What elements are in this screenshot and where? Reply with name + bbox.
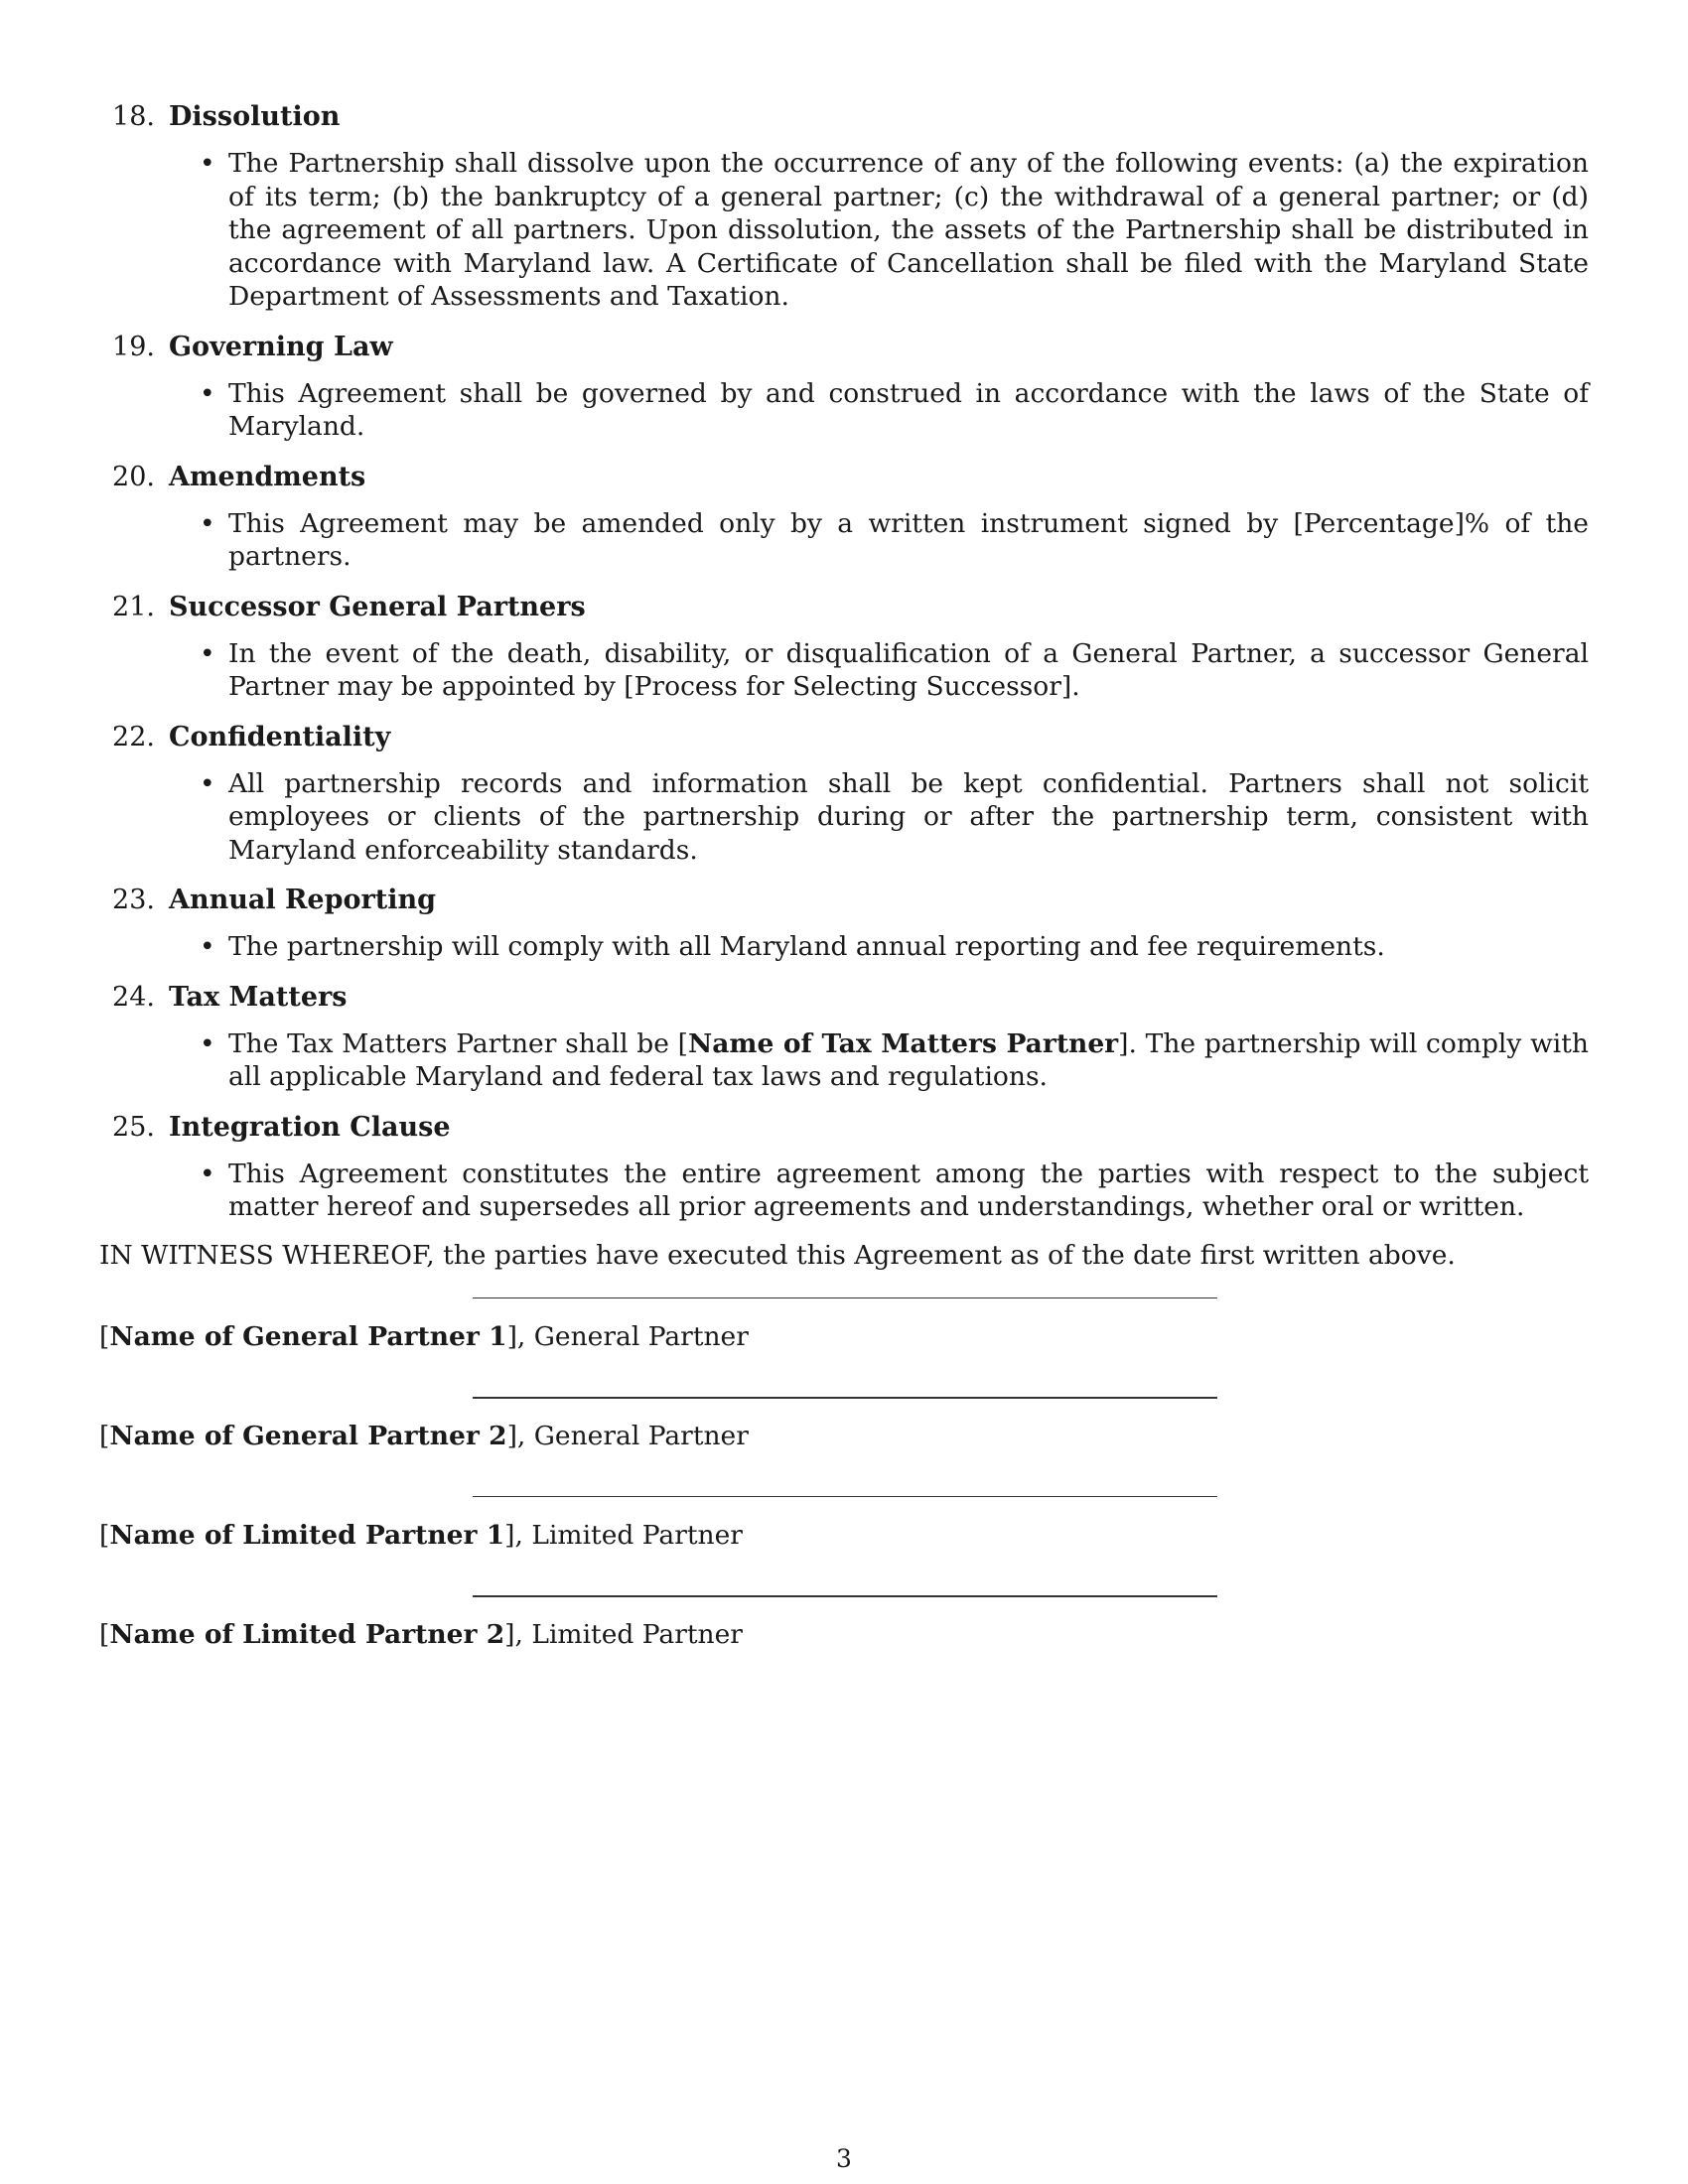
bracket-open: [ [99,1320,110,1352]
signatory-label [99,1617,743,1653]
bullet-list [99,1027,1589,1094]
bracket-close: ] [504,1519,515,1551]
signature-line [473,1297,1217,1298]
bullet-list [99,767,1589,868]
bullet-text: In the event of the death, disability, or disqualification of a General Partner, a successor General Partner may be appointed by [Process for Selecting Successor]. [228,637,1589,702]
section-heading [99,588,1589,627]
bracket-open: [ [99,1618,110,1650]
bullet-dot: • [200,1027,215,1059]
signatory-label [99,1518,743,1554]
signatory-name: Name of Limited Partner 1 [109,1519,505,1551]
bullet-list [99,1158,1589,1224]
section-number: 24. [112,981,155,1013]
signature-section [99,1297,1589,1695]
section-integration-clause [99,1108,1589,1224]
signature-block [99,1397,1589,1496]
signatory-name: Name of General Partner 1 [109,1320,507,1352]
section-heading [99,97,1589,137]
section-successor-general-partners [99,588,1589,704]
bullet-text-before: The Tax Matters Partner shall be [ [228,1027,689,1059]
bullet-text: The partnership will comply with all Maryland annual reporting and fee requirements. [228,931,1385,962]
bullet-dot: • [200,377,215,409]
bullet-list [99,147,1589,314]
section-heading [99,458,1589,497]
signatory-label [99,1319,749,1355]
section-number: 20. [112,461,155,492]
signature-line [473,1595,1217,1597]
bullet-item [200,507,1589,574]
section-dissolution [99,97,1589,314]
bullet-dot: • [200,931,215,962]
bullet-dot: • [200,507,215,539]
bullet-dot: • [200,637,215,669]
section-tax-matters [99,978,1589,1094]
section-title: Successor General Partners [169,591,586,622]
section-number: 25. [112,1111,155,1143]
section-number: 19. [112,331,155,362]
page-number: 3 [836,2144,852,2173]
signature-block [99,1595,1589,1695]
signatory-role: , Limited Partner [514,1618,743,1650]
bullet-text: All partnership records and information shall be kept confidential. Partners shall not solicit employees or clients of the partnership during or after the partnership term, consistent with Maryland enforceability standards. [228,767,1589,866]
bracket-close: ] [504,1618,515,1650]
bullet-item [200,377,1589,444]
signatory-name: Name of General Partner 2 [109,1420,507,1451]
section-heading [99,718,1589,757]
bracket-close: ] [506,1320,517,1352]
bullet-item [200,930,1589,964]
section-heading [99,978,1589,1018]
bullet-item [200,147,1589,314]
section-list [99,97,1589,1224]
document-page [99,97,1589,1695]
signatory-name: Name of Limited Partner 2 [109,1618,505,1650]
bullet-item [200,637,1589,704]
section-governing-law [99,328,1589,444]
signatory-role: , General Partner [516,1320,749,1352]
signature-block [99,1297,1589,1397]
section-heading [99,1108,1589,1148]
signatory-role: , General Partner [516,1420,749,1451]
section-amendments [99,458,1589,574]
signatory-label [99,1419,749,1454]
witness-statement: IN WITNESS WHEREOF, the parties have executed this Agreement as of the date first written above. [99,1239,1456,1271]
signature-line [473,1397,1217,1399]
section-number: 22. [112,721,155,752]
bullet-text-after: ]. The partnership will comply with all applicable Maryland and federal tax laws and regulations. [228,1027,1589,1092]
section-title: Dissolution [169,101,341,132]
section-title: Tax Matters [169,981,348,1013]
section-number: 18. [112,101,155,132]
bullet-text: The Partnership shall dissolve upon the occurrence of any of the following events: (a) the expiration of its term; (b) the bankruptcy of a general partner; (c) the withdrawal of a general partner; or (d) the agreement of all partners. Upon dissolution, the assets of the Partnership shall be distributed in accordance with Maryland law. A Certificate of Cancellation shall be filed with the Maryland State Department of Assessments and Taxation. [228,148,1589,312]
section-annual-reporting [99,881,1589,964]
section-number: 21. [112,591,155,622]
bullet-text: This Agreement may be amended only by a written instrument signed by [Percentage]% of the partners. [228,507,1589,572]
bracket-open: [ [99,1420,110,1451]
bullet-dot: • [200,148,215,179]
section-title: Amendments [169,461,366,492]
section-number: 23. [112,885,155,915]
section-title: Annual Reporting [169,885,436,915]
bullet-list [99,637,1589,704]
bullet-dot: • [200,767,215,799]
signatory-role: , Limited Partner [514,1519,743,1551]
bracket-close: ] [506,1420,517,1451]
section-confidentiality [99,718,1589,868]
section-title: Integration Clause [169,1111,451,1143]
signature-line [473,1496,1217,1497]
section-heading [99,328,1589,367]
bullet-list [99,930,1589,964]
bullet-text: This Agreement shall be governed by and construed in accordance with the laws of the State of Maryland. [228,377,1589,442]
bullet-item [200,1158,1589,1224]
signature-block [99,1496,1589,1595]
section-title: Confidentiality [169,721,391,752]
bullet-item [200,767,1589,868]
section-title: Governing Law [169,331,393,362]
bullet-dot: • [200,1158,215,1189]
bullet-item [200,1027,1589,1094]
bullet-list [99,377,1589,444]
section-heading [99,881,1589,920]
bullet-list [99,507,1589,574]
tax-matters-partner-placeholder: Name of Tax Matters Partner [688,1027,1119,1059]
bracket-open: [ [99,1519,110,1551]
bullet-text: This Agreement constitutes the entire agreement among the parties with respect to the subject matter hereof and supersedes all prior agreements and understandings, whether oral or written. [228,1158,1589,1222]
